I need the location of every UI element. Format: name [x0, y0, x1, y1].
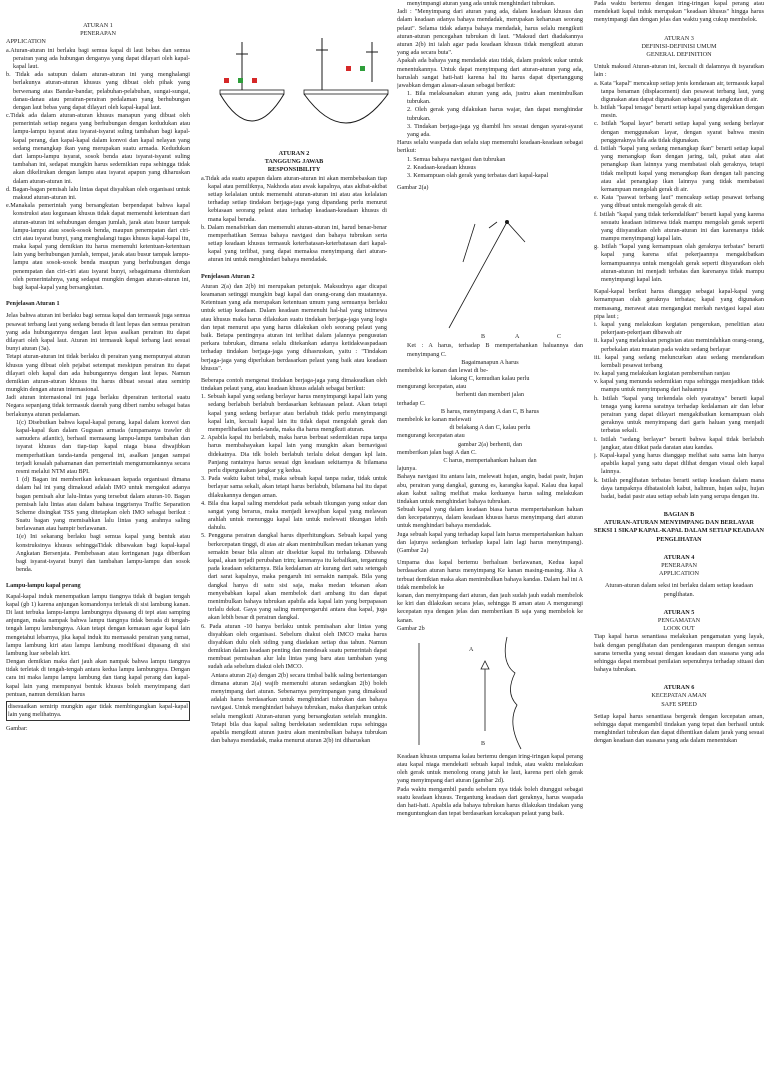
col3-list2-3: 3. Kemampuan olah gerak yang terbatas dari kapal-kapal — [407, 171, 549, 179]
col3-list-3: 3. Tindakan berjaga-jaga yg diambil hrs sesuai dengan syarat-syarat yang ada. — [407, 122, 583, 138]
col3-p3: Harus selalu waspada dan selalu siap memenuhi keadaan-keadaan sebagai berikut: — [397, 139, 583, 155]
warship-lights-heading: Lampu-lampu kapal perang — [6, 582, 81, 590]
right-ship-hull — [304, 38, 388, 123]
def-j: j. Kapal-kapal yang harus dianggap melihat satu sama lain hanya apabila kapal yang satu dapat dilihat dengan visual oleh kapal lainnya. — [594, 451, 764, 476]
explanation-1-p3: Jadi aturan internasional ini juga berlaku diperairan teritorial suatu Negara sepanjang tidak termasuk daerah yang diberi rambu sebagai batas berlakunya aturan pedalaman. — [6, 394, 190, 418]
rule-4-title: ATURAN 4 — [663, 553, 695, 561]
rule-3-title: ATURAN 3 — [664, 34, 694, 42]
fig2a-caption-5: mengurangi kecepatan, atau — [397, 383, 467, 391]
rule-3-intro: Untuk maksud Aturan-aturan ini, kecuali di dalamnya di isyaratkan lain : — [594, 63, 764, 79]
rule-3-english: GENERAL DEFINITION — [646, 50, 712, 58]
explanation-1-p2: Tetapi aturan-aturan ini tidak berlaku di perairan yang mempunyai aturan khusus yang dibuat oleh pejabat setempat meskipun perairan itu dapat dilayari oleh kapal dan ada hubungannya dengan laut lepas. Namun demikian aturan-aturan khusus itu harus dibuat sesuai atau semirip mungkin dengan aturan internasional. — [6, 353, 190, 394]
col3-p2: Apakah ada bahaya yang mendadak atau tidak, dalam praktek sukar untuk menentukannya. Untuk dapat menyimpang dari aturan-aturan yang ada, haruslah sangat hati-hati karena hal itu harus dapat dipertanggung jawabkan dengan alasan-alasan sebagai berikut: — [397, 57, 583, 89]
example-2: 2. Apabila kapal itu berlabuh, maka harus berbuat sedemikian rupa tanpa harus membahayakan kapal lain yang mungkin akan bernavigasi didekatnya. Dia tdk boleh berlabuh terlalu dekat dengan kpl lain. Panjang rantainya harus sesuai dgn keadaan sekitarnya & bilamana perlu dipergunakan jangkar yg kedua. — [201, 434, 387, 474]
fig2a-caption-13: memberikan jalan bagi A dan C. — [397, 448, 477, 456]
fig2b-label-a: A — [469, 646, 474, 653]
explanation-1-heading: Penjelasan Aturan 1 — [6, 300, 60, 308]
fig2a-caption-15: lajunya. — [397, 465, 417, 473]
col3-p8: kanan, dan menyimpang dari aturan, dan jauh sudah jauh sudah membelok ke kiri dan dilakukan secara jelas, sehingga B aman atau A mengurangi kecepatan nya dengan jelas dan memberikan B saja yang membelok ke kanan. — [397, 591, 583, 624]
section-1-title: SEKSI 1 SIKAP KAPAL-KAPAL DALAM SETIAP KEADAAN PENGLIHATAN — [594, 527, 764, 543]
fig2a-caption-10: di belakang A dan C, kalau perlu — [449, 424, 531, 432]
fig2b-label-b: B — [481, 740, 486, 747]
rule-3-subtitle: DEFINISI-DEFINISI UMUM — [641, 42, 717, 50]
fig2a-caption-4: lakang C, kemudian kalau perlu — [450, 375, 530, 383]
boxed-note: disesuaikan semirip mungkin agar tidak membingungkan kapal-kapal lain yang melihatnya. — [6, 701, 190, 721]
explanation-1-sub-e: 1(e) Ini sekarang berlaku bagi semua kapal yang bentuk atau konstruksinya khusus sehinggaTidak dibawakan bagi kapal-kapal Angkatan Bersenjata. Pembebasan atau keringanan juga diberikan bagi isyarat-isyarat bunyi dan tambahan lampu-lampu dan sosok benda. — [16, 533, 190, 574]
green-light-icon — [238, 78, 243, 83]
col3-p7: Umpama dua kapal bertemu berhaluan berlawanan, Kedua kapal berdasarkan aturan harus menyimpang Ke kanan masing-masing. Jika A terbuat demikian maka akan menimbulkan bahaya kandas. Dalam hal ini A tidak membelok ke — [397, 559, 583, 591]
rule-2-subtitle: TANGGUNG JAWAB — [264, 158, 324, 166]
col3-list-2: 2. Oleh gerak yang dilakukan harus wajar, dan dapat menghindar tubrukan. — [407, 106, 583, 122]
explanation-1-sub-c: 1(c) Disebutkan bahwa kapal-kapal perang, kapal dalam konvoi dan kapal-kapal ikan dalam Gugusan armada (umpamanya trawler di samudera atlantic), berhasil memasang lampu-lampu tambahan dan isyarat khusus dan tiap-tiap kapal niaga biasa diwajibkan memperhatikan tanda-tanda pengenal ini, asalkan jangan sampai terjadi kesalah pahamanan dan pemerintah mengumumkannya secara resmi melalui NTM atau BPI. — [16, 418, 190, 475]
rule-6-title: ATURAN 6 — [663, 684, 695, 692]
explanation-2-p2: Beberapa contoh mengenai tindakan berjaga-jaga yang dimaksudkan oleh tindakan pelaut yang, atau keadaan khusus adalah sebagai berikut: — [201, 376, 387, 393]
example-6: 6. Pada aturan -10 hanya berlaku untuk pemisahan alur lintas yang disyahkan oleh organisasi. Sebelum diakui oleh IMCO maka harus disyahkan dulu oleh siding yang diadakan setiap dua tahun. Namun demikian dalam keadaan penting dan mendesak suatu pemerintah dapat membuat pemisahan alur lalu lintas yang baru atau tambahan yang sudah ada sebelum diakui oleh IMCO. — [201, 622, 387, 671]
rule-2-title: ATURAN 2 — [278, 150, 310, 157]
figure-2a-svg — [397, 192, 583, 342]
red-light-icon — [252, 78, 257, 83]
rule-6-subtitle: KECEPATAN AMAN — [651, 692, 707, 700]
def-h: h. Istilah "kapal yang terkendala oleh syaratnya" berarti kapal tenaga yang karena saratnya terhadap kedalaman air dan lebar perairan yang dapat dilayari mengakibatkan kemampuan olah geraknya untuk menyimpang dari garis haluan yang menjadi terbatas sekali. — [594, 394, 764, 435]
explanation-1-sub-d: 1 (d) Bagan ini memberikan kekuasaan kepada organisasi dimana dalam hal ini yang dimaksud adalah IMO untuk mengakui adanya bagan pemisah alur lalu-lintas yang tersebut dalam aturan-10. Bagan pemisah lalu lintas atau dalam bahasa inggrisnya Traffic Separation Scheme disingkat TSS yang ditetapkan oleh IMO sebagai berikut : Suatu bagan yang memisahkan lalu lintas yang arahnya saling berlawanan atau hampir berlawanan. — [16, 476, 190, 533]
rule-1-title: ATURAN 1 — [83, 22, 113, 29]
subdef-v: v. kapal yang menunda sedemikian rupa sehingga menjadikan tidak mampu untuk menyimpang dari haluannya — [594, 378, 764, 394]
fig2a-caption-9: membelok ke kanan melewati — [397, 416, 472, 423]
fig2a-caption-8: B harus, menyimpang A dan C, B harus — [440, 407, 540, 415]
rule-2a-vs-2b: Antara aturan 2(a) dengan 2(b) secara timbal balik saling bertentangan dimana aturan 2(a) wajib memenuhi aturan sedangkan 2(b) boleh menyimpang dari aturan. Sebenarnya penyimpangan yang dimaksud adalah harus berdasarkan untuk menghindari tubrukan dan bahaya navigasi. Untuk menghindari bahaya tubrukan, maka dianjurkan untuk selalu mengikuti Aturan-aturan yang bersangkutan setelah mungkin. Tetapi bila dua kapal saling berdekatan sedemikian rupa sehingga apabila mengikuti aturan justru akan menimbulkan bahaya tubrukan dan bahaya mendadak, maka menurut aturan 2(b) ini diharuskan — [211, 671, 387, 745]
col3-p9: Keadaan khusus umpama kalau bertemu dengan iring-iringan kapal perang atau kapal niaga mendekati sebuah kapal induk, atau waktu melakukan oleh gerak untuk menolong orang jatuh ke laut, karena peri oleh gerak yang menyimpang dari aturan (gambar 2d). — [397, 752, 583, 785]
fig2a-caption-12: gambar 2(a) berhenti, dan — [458, 440, 522, 448]
col3-list-1: 1. Bila melaksanakan aturan yang ada, justru akan menimbulkan tubrukan. — [407, 90, 583, 106]
rule-6-english: SAFE SPEED — [661, 700, 697, 708]
warship-lights-figure — [200, 20, 390, 150]
rule-1-item-e: e.Manakala pemerintah yang bersangkutan berpendapat bahwa kapal konstruksi atau kegunaan khusus tidak dapat memenuhi ketentuan dari aturan-aturan ini sehubungan dengan jumlah, jarak atau busur tampak lampu-lampu atau sosok-sosok benda, maupun penempatan dari ciri-ciri atau isyarat bunyi, yang menghalangi tugas khusus kapal-kapal itu, maka kapal yang demikian itu harus memenuhi ketentuan-ketentuan lain yang berhubungan jumlah, tempat, jarak atau busur tampak lampu-lampu atau sosok-sosok benda maupun yang berhubungan denga penempatan dan ciri-ciri atau isyarat bunyi, sebagaimana ditentukan oleh pemerintahnya, yang sedapat mungkin dengan aturan-aturan ini, bagi kapal-kapal yang bersangkutan. — [6, 202, 190, 291]
rule-1-item-c: c.Tidak ada dalam aturan-aturan khusus manapun yang dibuat oleh pemerintah setiap negara yang berhubungan dengan kedudukan atau lampu-lampu isyarat atau isyarat-isyarat suling tambahan bagi kapal-kapal perang, dan kapal-kapal dalam konvoi dan kapal nelayan yang sedang menangkap ikan yang merupakan suatu armada. Kedudukan dari lampu-lampu isyarat, sosok benda atau isyarat-isyarat suling tambahan ini, sedapat mungkin harus sedemikian rupa sehingga tidak akan dikelirukan dengan lampu atau isyarat apapun yang diharuskan dalam aturan-aturan ini. — [6, 112, 190, 185]
def-f: f. Istilah "kapal yang tidak terkendalikan" berarti kapal yang karena sesuatu keadaan istimewa tidak mampu mengolah gerak seperti yang diisyaratkan oleh aturan-aturan ini dan karenanya tidak mampu menyimpangi kapal lain. — [594, 210, 764, 243]
warship-lights-p1: Kapal-kapal induk menempatkan lampu tiangnya tidak di bagian tengah kapal (gb 1) karena anjungan komandonya terletak di sisi lambung kanan. Di laut terbuka lampu-lampu lambungnya dipasang di tepi atau samping anjungan, maka nampak bahwa lampu tiangnya tidak berada di tengah-tengah lampu lambungnya. Akan tetapi dengan kemauan agar kapal lain mengetahui lebarnya, jika kapal induk itu memasaki perairan yang ramai, lampu lambung kiri atau lampu lambung modifikasi dipasang di sisi lambung luar sebelah kiri. — [6, 592, 190, 657]
def-i: i. Istilah "sedang berlayar" berarti bahwa kapal tidak berlabuh jangkar, atau diikat pada daratan atau kandas. — [594, 435, 764, 451]
fig2a-caption-11: mengurangi kecepatan atau — [397, 432, 465, 440]
col3-continuation: menyimpangi aturan yang ada untuk menghindari tubrukan. — [407, 0, 556, 7]
subdef-ii: ii. kapal yang melakukan pengisian atau memindahkan orang-orang, perbekalan atau muatan pada waktu sedang berlayar — [594, 337, 764, 353]
col3-list2-2: 2. Keadaan-keadaan khusus — [407, 163, 476, 171]
warship-lights-p2: Dengan demikian maka dari jauh akan nampak bahwa lampu tiangnya tidak terletak di tengah-tengah antara kedua lampu lambungnya. Dengan cara ini maka lampu lampu lambung dan tiang kapal perang dan kapal-kapal lain yang mempunyai bentuk khusus boleh menyimpang dari pentuan, namun demikian harus — [6, 658, 190, 698]
gambar-2b-label: Gambar 2b — [397, 624, 425, 632]
rule-5-title: ATURAN 5 — [663, 608, 695, 616]
rule-1-item-d: d. Bagan-bagan pemisah lalu lintas dapat disyahkan oleh organisasi untuk maksud aturan-aturan ini. — [6, 185, 190, 201]
rule-4-subtitle: PENERAPAN — [661, 562, 697, 569]
fig2a-caption-14: C harus, mempertahankan haluan dan — [443, 456, 537, 464]
rule-2-item-a: a.Tidak ada suatu apapun dalam aturan-aturan ini akan membebaskan tiap kapal atau pemiliknya, Nakhoda atau awak kapalnya, atas akibat-akibat setiap kelalaian untuk memenuhi aturan-aturan ini atau atas kelalaian terhadap setiap tindakan berjaga-jaga yang dipandang perlu menurut kebiasaan seorang pelaut atau terhadap keadaan-keadaan khusus di mana kapal berada. — [201, 174, 387, 223]
rule-4-text: Aturan-aturan dalam seksi ini berlaku dalam setiap keadaan penglihatan. — [605, 582, 753, 598]
col3-p4: Bahaya navigasi itu antara lain, melewati hujan, angin, badai pasir, hujan abu, perairan yang dangkal, gunung es, karangka kapal. Kalau dua kapal akan kabut saling melihat maka keduanya harus saling melakukan tindakan untuk menghindari bahaya tubrukan. — [397, 473, 583, 505]
gambar-2a-label: Gambar 2(a) — [397, 184, 429, 192]
defs-intro-2: Kapal-kapal berikut harus dianggap sebagai kapal-kapal yang kemampuan olah geraknya terbatas; kapal yang digunakan memasang, merawat atau mengangkat merkah navigasi kapal atau pipa laut ; — [594, 288, 764, 320]
explanation-2-p1: Aturan 2(a) dan 2(b) ini merupakan petunjuk. Maksudnya agar dicapai keamanan setinggi mungkin bagi kapal dan orang-orang dan muatannya. Ketentuan yang ada merupakan ketentuan umum yang semuanya berlaku untuk setiap keadaan. Dalam keadaan memenuhi hal-hal yang istimewa atau khusus maka harus dilakukan suatu tindakan berjaga-jaga yang logis dan tepat menurut apa yang harus dilakukan oleh seorang pelaut yang baik. Betapa pentingnya aturan ini terlihat dalam jalannya pengusutan perkara tubrukan, dimana selalu ditekankan adanya ketidakwaspadaan terhadap tindakan berjaga-jaga yang dihasruskan, yaitu : "Tindakan berjaga-jaga yang diperlukan berdasarkan pelaut yang baik atau keadaan khusus". — [201, 282, 387, 372]
rule-5-subtitle: PENGAMATAN — [657, 616, 701, 624]
def-a: a. Kata "kapal" mencakup setiap jenis kendaraan air, termasuk kapal tanpa benaman (displacement) dan pesawat terbang laut, yang digunakan atau dapat digunakan sebagai sarana angkutan di air. — [594, 79, 764, 103]
subdef-iii: iii. kapal yang sedang meluncurkan atau sedang mendaratkan kembali pesawat terbang — [594, 353, 764, 369]
def-d: d. Istilah "kapal yang sedang menangkap ikan" berarti setiap kapal yang menangkap ikan dengan jaring, tali, pukat atau alat penangkap ikan lainnya yang membatasi olah geraknya, tetapi tidak meliputi kapal yang menangkap ikan dengan tali pancing atau alat penangkap ikan lainnya yang tidak membatasi kemampuan mengolah gerak di air. — [594, 145, 764, 193]
col3-p5: Sebuah kapal yang dalam keadaan biasa harus mempertahankan haluan dan kecepatannya, dalam keadaan khusus harus menyimpang dari aturan untuk menghindari bahaya mendadak. — [397, 506, 583, 530]
column-2 — [201, 150, 387, 1080]
green-light-icon — [360, 66, 365, 71]
fig2a-caption-6: berhenti dan memberi jalan — [456, 391, 524, 399]
column-4 — [594, 0, 764, 1085]
ship-diagram-svg — [200, 20, 390, 150]
fig-label-a: A — [515, 334, 520, 341]
subdef-i: i. kapal yang melakukan kegiatan pengerukan, penelitian atau pekerjaan-pekerjaan dibawah air — [594, 320, 764, 337]
rule-1-item-a: a.Aturan-aturan ini berlaku bagi semua kapal di laut bebas dan semua perairan yang ada hubungan denganya yang dapat dilayari oleh kapal-kapal laut. — [6, 46, 190, 70]
fig2a-caption-1: Ket : A harus, terhadap B mempertahankan haluannya dan menyimpang C. — [407, 342, 583, 358]
rule-2-english: RESPONSIBILITY — [267, 166, 321, 174]
example-5: 5. Pengguna perairan dangkal harus diperhitungkan. Sebuah kapal yang berkecepatan tinggi, di atas air akan menimbulkan medan tekanan yang semakin besar bila aliran air disekitar kapal itu terhalang. Dibawah kapal, akan terjadi perubahan trim; karenanya itu kebalikan, tergantung pada keadaan sekitarnya. Bila kedalaman air kurang dari satu setengah dari sarat kapalnya, maka pengaruh ini semakin nampak. Bila yang dangkal hanya di satu sisi saja, maka medan tekanan akan menyebabkan kapal akan membelok dari ambang itu dan dapat menimbulkan bahaya tubrukan apabila ada kapal lain yang berpapasan terlalu dekat. Gaya yang saling mempengaruhi antara dua kapal, juga akan lebih besar di perairan dangkal. — [201, 532, 387, 622]
part-b-subtitle: ATURAN-ATURAN MENYIMPANG DAN BERLAYAR — [604, 519, 754, 527]
column-3 — [397, 0, 583, 1085]
col3-p1: Jadi : "Menyimpang dari aturan yang ada, dalam keadaan khusus dan dalam keadaan adanya bahaya mendadak, merupakan keharusan seorang pelaut". Selama tidak adanya bahaya mendadak, harus selalu mengikuti aturan-aturan pencegahan tubrukan di laut. "Maksud dari diadakannya aturan 2(b) ini ialah agar pada keadaan khusus tidak mengikuti aturan yang ada secara buta". — [397, 8, 583, 57]
figure-2b-svg — [397, 633, 583, 753]
col3-p6: Juga sebuah kapal yang terhadap kapal lain harus mempertahankan haluan dan lajunya sedangkan terhadap kapal lain lagi harus menyimpang). (Gambar 2a) — [397, 530, 583, 554]
def-c: c. Istilah "kapal layar" berarti setiap kapal yang sedang berlayar dengan menggunakan layar, dengan syarat bahwa mesin penggeraknya bila ada tidak digunakan. — [594, 120, 764, 144]
def-b: b. Istilah "kapal tenaga" berarti setiap kapal yang digerakkan dengan mesin. — [594, 104, 764, 120]
fig-label-c: C — [557, 334, 562, 341]
fig2a-caption-7: terhadap C. — [397, 399, 426, 407]
def-g: g. Istilah "kapal yang kemampuan olah geraknya terbatas" berarti kapal yang karena sifat pekerjaannya mengakibatkan kemampuannya untuk mengolah gerak seperti diisyaratkan oleh aturan-aturan ini menjadi terbatas dan karenanya tidak mampu menyimpangi kapal lain. — [594, 243, 764, 283]
subdef-iv: iv. kapal yang melakukan kegiatan pembersihan ranjau — [594, 370, 730, 378]
col3-p10: Pada waktu mengambil pandu sebelum nya tidak boleh diunggui sebagai suatu keadaan khusus. Tergantung keadaan dari geraknya, harus waspada dan hati-hati. Apabila ada bahaya tubrukan harus dilakukan tindakan yang menguntungkan dan tepat berdasarkan kecakapan pelaut yang baik. — [397, 785, 583, 818]
col4-p0: Pada waktu bertemu dengan iring-iringan kapal perang atau mendekati kapal induk merupakan "keadaan khusus" hingga harus menyimpangi dan dengan jelas dan waktu yang cukup membelok. — [594, 0, 764, 24]
rule-1-english: APPLICATION — [6, 38, 46, 46]
example-1: 1. Sebuah kapal yang sedang berlayar harus menyimpangi kapal lain yang sedang berlabuh berlabuh berdasarkan kebiasaan pelaut. Akan tetapi kapal yang sedang berlayar atau berlabuh tidak perlu menyimpangi kapal lain, kecuali kapal lain itu tidak dapat mengolah gerak dan memperlihatkan tanda-tanda, maka dia harus mengikuti aturan. — [201, 393, 387, 433]
rule-1-item-b: b. Tidak ada satupun dalam aturan-aturan ini yang menghalangi berlakunya aturan-aturan khusus yang dibuat oleh pihak yang berwenang atas Bandar-bandar, pelabuhan-pelabuhan, sungai-sungai, danau-danau atau perairan-perairan pedalaman yang berhubungan dengan laut bebas yang dapat dilayari oleh kapal-kapal laut. — [6, 71, 190, 111]
fig-label-b: B — [481, 334, 486, 341]
fig2a-caption-2: Bagaimanapun A harus — [461, 358, 519, 366]
left-ship-hull — [220, 42, 284, 121]
example-3: 3. Pada waktu kabut tebal, maka sebuah kapal tanpa radar, tidak untuk berlayar sama sekali, akan tetapi harus berlabuh, bilamana hal itu dapat dilakukannya dengan aman. — [201, 475, 387, 499]
fig2a-caption-3: membelok ke kanan dan lewat di be- — [397, 366, 489, 374]
rule-1-subtitle: PENERAPAN — [80, 30, 116, 38]
rule-5-english: LOOK OUT — [663, 625, 695, 633]
red-light-icon — [224, 78, 229, 83]
rule-5-text: Tiap kapal harus senantiasa melakukan pengamatan yang layak, baik dengan penglihatan dan pendengaran maupun dengan semua sarana tersedia yang sesuai dengan keadaan dan suasana yang ada sehingga dapat membuat penilaian sepenuhnya terhadap situasi dan bahaya tubrukan. — [594, 633, 764, 674]
def-k: k. Istilah penglihatan terbatas berarti setiap keadaan dalam mana daya tampaknya dibatasioleh kabut, halimun, hujan salju, hujan badai, badai pasir atau setiap sebab lain yang serupa dengan itu. — [594, 476, 764, 500]
example-4: 4. Bila dua kapal saling mendekat pada sebuah tikungan yang sukar dan sangat yang berarus, maka menjadi kewajiban kapal yang melawan arahlah untuk menunggu kapal lain untuk melewati tikungan lebih dahulu. — [201, 499, 387, 532]
part-b-title: BAGIAN B — [663, 511, 695, 519]
red-light-icon — [346, 66, 351, 71]
gambar-label: Gambar: — [6, 725, 28, 733]
explanation-1-p1: Jelas bahwa aturan ini berlaku bagi semua kapal dan termasuk juga semua pesawat terbang laut yang sedang berada di laut lepas dan semua perairan yang ada hubungannya dengan laut lepas asalkan perairan itu dapat dilayari oleh kapal laut. Aturan ini termasuk kapal terbang laut sesuai bunyi aturan (3a). — [6, 312, 190, 353]
column-1 — [6, 22, 190, 1080]
rule-6-text: Setiap kapal harus senantiasa bergerak dengan kecepatan aman, sehingga dapat mengambil tindakan yang tepat dan berhasil untuk menghindari tubrukan dan dapat dihentikan dalam jarak yang sesuai dengan keadaan dan suasana yang ada dalam menentukan — [594, 712, 764, 745]
explanation-2-heading: Penjelasan Aturan 2 — [201, 272, 255, 280]
col3-list2-1: 1. Semua bahaya navigasi dan tubrukan — [407, 155, 506, 163]
rule-4-english: APPLICATION — [659, 570, 699, 578]
def-e: e. Kata "paswat terbang laut" mencakup setiap pesawat terbang yang dibuat untuk mengolah gerak di air. — [594, 194, 764, 210]
rule-2-item-b: b. Dalam menafsirkan dan memenuhi aturan-aturan ini, harud benar-benar memperhatikan Semua bahaya navigasi dan bahaya tubrukan serta setiap keadaan khusus termasuk keterbatasan-keterbatasan dari kapal-kapal yang terlibat, yang dapat memaksa menyimpang dari aturan-aturan ini untuk menghindari bahaya mendadak. — [201, 223, 387, 264]
